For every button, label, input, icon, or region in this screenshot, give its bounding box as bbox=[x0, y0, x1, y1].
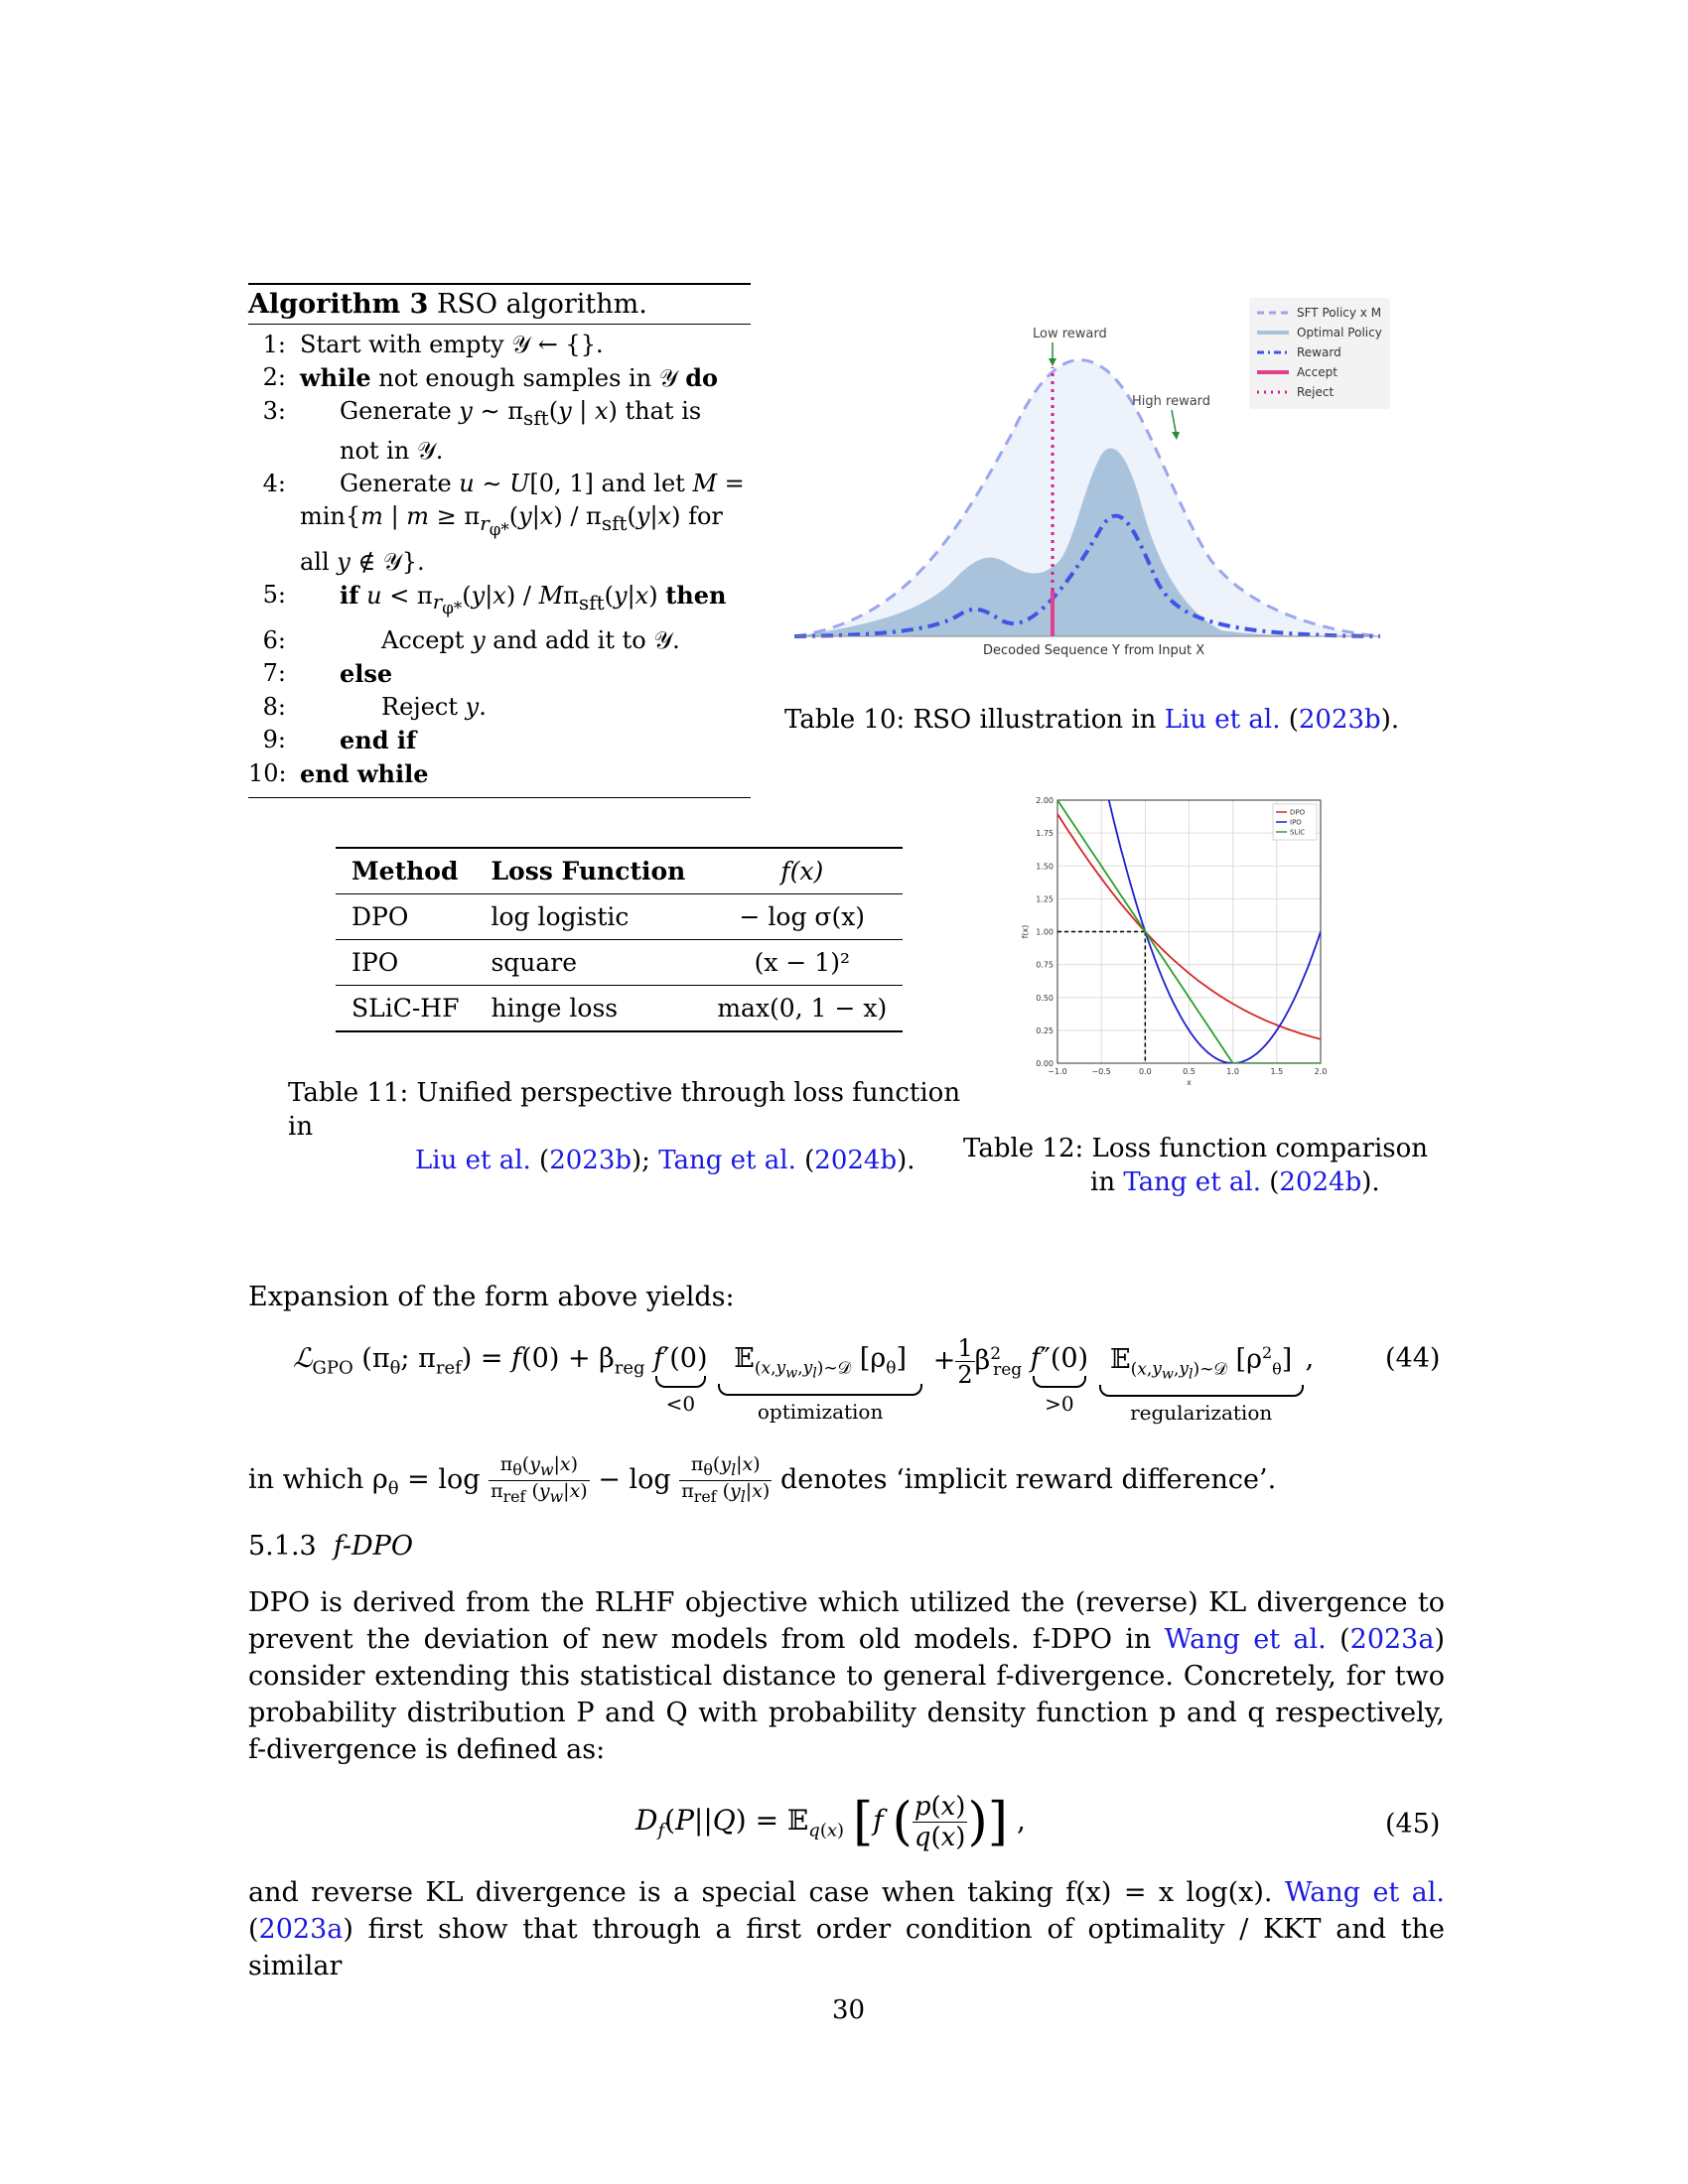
algorithm-label: Algorithm 3 bbox=[248, 289, 429, 320]
legend-label-ipo: IPO bbox=[1290, 818, 1302, 827]
algorithm-line-number: 1: bbox=[262, 331, 286, 358]
low-reward-arrowhead bbox=[1049, 358, 1056, 366]
legend-label-slic: SLiC bbox=[1290, 828, 1306, 837]
algorithm-line-text: Generate y ∼ $\pi_{sft}(y$ | x) that is bbox=[340, 397, 702, 430]
cell-loss: hinge loss bbox=[475, 986, 701, 1032]
legend-sft-label: SFT Policy x M bbox=[1297, 306, 1382, 320]
algorithm-line bbox=[248, 329, 751, 361]
x-tick-label: 2.0 bbox=[1314, 1067, 1328, 1076]
rho-definition: in which $\rho_\theta = \log$ $\frac{\pi_\theta(y_w|x)}{\pi_{ref} (y_w|x)}$ − log $\frac{\pi_\theta(y_l|x)}{\pi_{ref} (y_l|x)}$ denotes ‘implicit reward difference’. bbox=[248, 1453, 1277, 1506]
x-tick-label: 0.0 bbox=[1138, 1067, 1152, 1076]
algorithm-line-text: Generate u ∼ U[0, 1] and let M = bbox=[340, 469, 745, 497]
algorithm-line-text: not in 𝒴. bbox=[340, 436, 444, 465]
algorithm-line-text: else bbox=[340, 659, 393, 689]
algorithm-line bbox=[248, 579, 751, 625]
algorithm-line bbox=[248, 624, 751, 657]
algorithm-line bbox=[248, 691, 751, 724]
y-tick-label: 1.50 bbox=[1036, 862, 1054, 872]
algorithm-line-text: end while bbox=[300, 759, 429, 789]
table11-cite1-year[interactable]: 2023b bbox=[549, 1146, 633, 1175]
algorithm-line bbox=[248, 361, 751, 395]
table11-cite2-authors[interactable]: Tang et al. bbox=[658, 1146, 796, 1175]
cell-loss: square bbox=[475, 940, 701, 986]
x-tick-label: 1.5 bbox=[1270, 1067, 1284, 1076]
algorithm-line bbox=[248, 468, 751, 500]
table12-text: Loss function comparison bbox=[1091, 1134, 1429, 1163]
y-tick-label: 1.00 bbox=[1036, 927, 1054, 937]
algorithm-line-number: 10: bbox=[248, 759, 287, 788]
y-tick-label: 2.00 bbox=[1036, 796, 1054, 805]
algorithm-line bbox=[248, 500, 751, 579]
table10-cite-year[interactable]: 2023b bbox=[1298, 705, 1381, 735]
y-axis-label: f(x) bbox=[1021, 924, 1030, 939]
table11-caption: Table 11: Unified perspective through loss function in Liu et al. (2023b); Tang et al. (2024b). bbox=[288, 1078, 961, 1175]
algorithm-box bbox=[248, 283, 751, 798]
table12-cite-year[interactable]: 2024b bbox=[1279, 1167, 1362, 1197]
header-loss-function: Loss Function bbox=[475, 848, 701, 894]
algorithm-line-number: 9: bbox=[262, 726, 286, 754]
high-reward-label: High reward bbox=[1132, 394, 1211, 409]
y-tick-label: 0.00 bbox=[1036, 1059, 1054, 1068]
algorithm-lines bbox=[248, 325, 751, 797]
legend-accept-label: Accept bbox=[1297, 365, 1337, 379]
algorithm-line-number: 8: bbox=[262, 693, 286, 722]
paragraph-2: and reverse KL divergence is a special case when taking f(x) = x log(x). Wang et al. (2023a) first show that through a first order condition of optimality / KKT and the similar bbox=[248, 1877, 1445, 1981]
para2-text: and reverse KL divergence is a special case when taking f(x) = x log(x). bbox=[248, 1877, 1273, 1908]
table11-text: Unified perspective through loss function in bbox=[288, 1078, 961, 1142]
para1-text: DPO is derived from the RLHF objective which utilized the (reverse) KL divergence to prevent the deviation of new models from old models. f-DPO in bbox=[248, 1587, 1445, 1655]
x-tick-label: −0.5 bbox=[1091, 1067, 1111, 1076]
paragraph-1: DPO is derived from the RLHF objective which utilized the (reverse) KL divergence to prevent the deviation of new models from old models. f-DPO in Wang et al. (2023a) consider extending this statistical distance to general f-divergence. Concretely, for two probability distribution P and Q with probability density function p and q respectively, f-divergence is defined as: bbox=[248, 1587, 1445, 1765]
table10-cite-authors[interactable]: Liu et al. bbox=[1164, 705, 1281, 735]
cell-method: SLiC-HF bbox=[336, 986, 475, 1032]
cell-fx: (x − 1)² bbox=[701, 940, 903, 986]
algorithm-line bbox=[248, 657, 751, 691]
loss-table bbox=[336, 847, 903, 1032]
algorithm-bottom-rule bbox=[248, 797, 751, 798]
cell-fx: max(0, 1 − x) bbox=[701, 986, 903, 1032]
y-tick-label: 1.75 bbox=[1036, 829, 1054, 839]
eq44-label-lt0: <0 bbox=[665, 1392, 696, 1416]
algorithm-line bbox=[248, 395, 751, 435]
rho-def-post: denotes ‘implicit reward difference’. bbox=[779, 1463, 1277, 1495]
low-reward-label: Low reward bbox=[1033, 327, 1107, 341]
table11-label: Table 11: bbox=[288, 1078, 409, 1108]
table-row bbox=[336, 894, 903, 940]
table10-text: RSO illustration in bbox=[913, 705, 1165, 735]
para1-cite-year[interactable]: 2023a bbox=[1349, 1624, 1435, 1655]
cell-loss: log logistic bbox=[475, 894, 701, 940]
equation-44: ℒ$_{GPO}$ ($\pi_\theta$; $\pi_{ref}) = f(0) + \beta_{reg}$ f′(0) <0 𝔼$_{(x,y_w,y_l)\sim 𝒟}$ $[\rho_\theta]$ optimization + $\frac{1}{2}$ $\beta^2_{reg}$ f″(0) >0 𝔼$_{(x,y_w,y_l)\sim 𝒟}$ $[\rho^2_\theta]$ regularization , bbox=[293, 1334, 1315, 1425]
algorithm-line-text: Start with empty 𝒴 ← {}. bbox=[300, 331, 604, 358]
equation-45: $D_f(P||Q)$ = 𝔼$_{q(x)}$ [f ( $\frac{p(x)}{q(x)}$ )] , bbox=[635, 1792, 1026, 1852]
expansion-text: Expansion of the form above yields: bbox=[248, 1282, 735, 1312]
algorithm-line-number: 6: bbox=[262, 626, 286, 655]
table11-cite1-authors[interactable]: Liu et al. bbox=[415, 1146, 531, 1175]
algorithm-line bbox=[248, 724, 751, 757]
eq44-label-gt0: >0 bbox=[1045, 1392, 1074, 1416]
algorithm-line-number: 2: bbox=[262, 363, 286, 391]
rso-legend bbox=[1249, 298, 1390, 409]
algorithm-line bbox=[248, 757, 751, 791]
algorithm-line-text: Accept y and add it to 𝒴. bbox=[381, 626, 680, 655]
header-fx: f(x) bbox=[701, 848, 903, 894]
algorithm-line bbox=[248, 435, 751, 468]
rso-illustration bbox=[784, 293, 1400, 670]
para1-cite-authors[interactable]: Wang et al. bbox=[1164, 1624, 1327, 1655]
eq44-number: (44) bbox=[1385, 1343, 1441, 1374]
para2-cite-year[interactable]: 2023a bbox=[258, 1914, 344, 1945]
section-number: 5.1.3 bbox=[248, 1531, 317, 1562]
algorithm-line-text: min{m | $m \ge \pi_{r_{\varphi*}}(y|x) / \pi_{sft}(y|x)$ for all y ∉ 𝒴}. bbox=[300, 501, 723, 576]
cell-method: IPO bbox=[336, 940, 475, 986]
algorithm-line-text: Reject y. bbox=[381, 693, 487, 722]
legend-reward-label: Reward bbox=[1297, 345, 1341, 359]
algorithm-line-number: 3: bbox=[262, 397, 286, 425]
section-title: f-DPO bbox=[333, 1531, 413, 1562]
page-number: 30 bbox=[832, 1995, 866, 2025]
para2-cite-authors[interactable]: Wang et al. bbox=[1284, 1877, 1445, 1908]
y-tick-label: 0.75 bbox=[1036, 960, 1054, 970]
legend-reject-label: Reject bbox=[1297, 385, 1335, 399]
x-tick-label: 1.0 bbox=[1226, 1067, 1240, 1076]
legend-optimal-label: Optimal Policy bbox=[1297, 326, 1382, 340]
x-caption: Decoded Sequence Y from Input X bbox=[983, 643, 1205, 658]
x-tick-label: 0.5 bbox=[1183, 1067, 1196, 1076]
table-row bbox=[336, 940, 903, 986]
cell-method: DPO bbox=[336, 894, 475, 940]
loss-table-header bbox=[336, 848, 903, 894]
y-tick-label: 1.25 bbox=[1036, 894, 1054, 904]
algorithm-name: RSO algorithm. bbox=[437, 289, 647, 320]
high-reward-arrowhead bbox=[1172, 432, 1180, 440]
table11-cite2-year[interactable]: 2024b bbox=[814, 1146, 898, 1175]
loss-comparison-chart bbox=[1018, 792, 1345, 1090]
algorithm-line-number: 7: bbox=[262, 659, 286, 688]
table12-caption: Table 12: Loss function comparison in Tang et al. (2024b). bbox=[963, 1134, 1429, 1197]
table12-cite-authors[interactable]: Tang et al. bbox=[1123, 1167, 1261, 1197]
table12-label: Table 12: bbox=[963, 1134, 1084, 1163]
table10-caption: Table 10: RSO illustration in Liu et al. (2023b). bbox=[784, 705, 1400, 735]
algorithm-title bbox=[248, 285, 751, 324]
algorithm-line-text: while not enough samples in 𝒴 do bbox=[300, 363, 719, 392]
rho-def-pre: in which ρ bbox=[248, 1463, 388, 1495]
table12-pre: in bbox=[1090, 1167, 1124, 1197]
table-row bbox=[336, 986, 903, 1032]
cell-fx: − log σ(x) bbox=[701, 894, 903, 940]
y-tick-label: 0.25 bbox=[1036, 1025, 1054, 1035]
eq44-label-optimization: optimization bbox=[757, 1399, 884, 1424]
algorithm-line-text: if $u < \pi_{r_{\varphi*}}(y|x) / M\pi_{sft}(y|x)$ then bbox=[340, 580, 727, 618]
table10-label: Table 10: bbox=[784, 705, 906, 735]
section-heading bbox=[248, 1531, 413, 1562]
header-method: Method bbox=[336, 848, 475, 894]
x-tick-label: −1.0 bbox=[1048, 1067, 1067, 1076]
x-axis-label: x bbox=[1187, 1078, 1192, 1087]
legend-label-dpo: DPO bbox=[1290, 808, 1306, 817]
eq44-label-regularization: regularization bbox=[1130, 1400, 1273, 1425]
para2-rest: first show that through a first order condition of optimality / KKT and the similar bbox=[248, 1914, 1445, 1981]
eq45-number: (45) bbox=[1385, 1809, 1441, 1840]
y-tick-label: 0.50 bbox=[1036, 993, 1054, 1003]
para1-rest: consider extending this statistical distance to general f-divergence. Concretely, for two probability distribution P and Q with probability density function p and q respectively, f-divergence is defined as: bbox=[248, 1661, 1445, 1765]
algorithm-line-number: 4: bbox=[262, 469, 286, 497]
algorithm-line-text: end if bbox=[340, 726, 417, 755]
algorithm-line-number: 5: bbox=[262, 580, 286, 609]
